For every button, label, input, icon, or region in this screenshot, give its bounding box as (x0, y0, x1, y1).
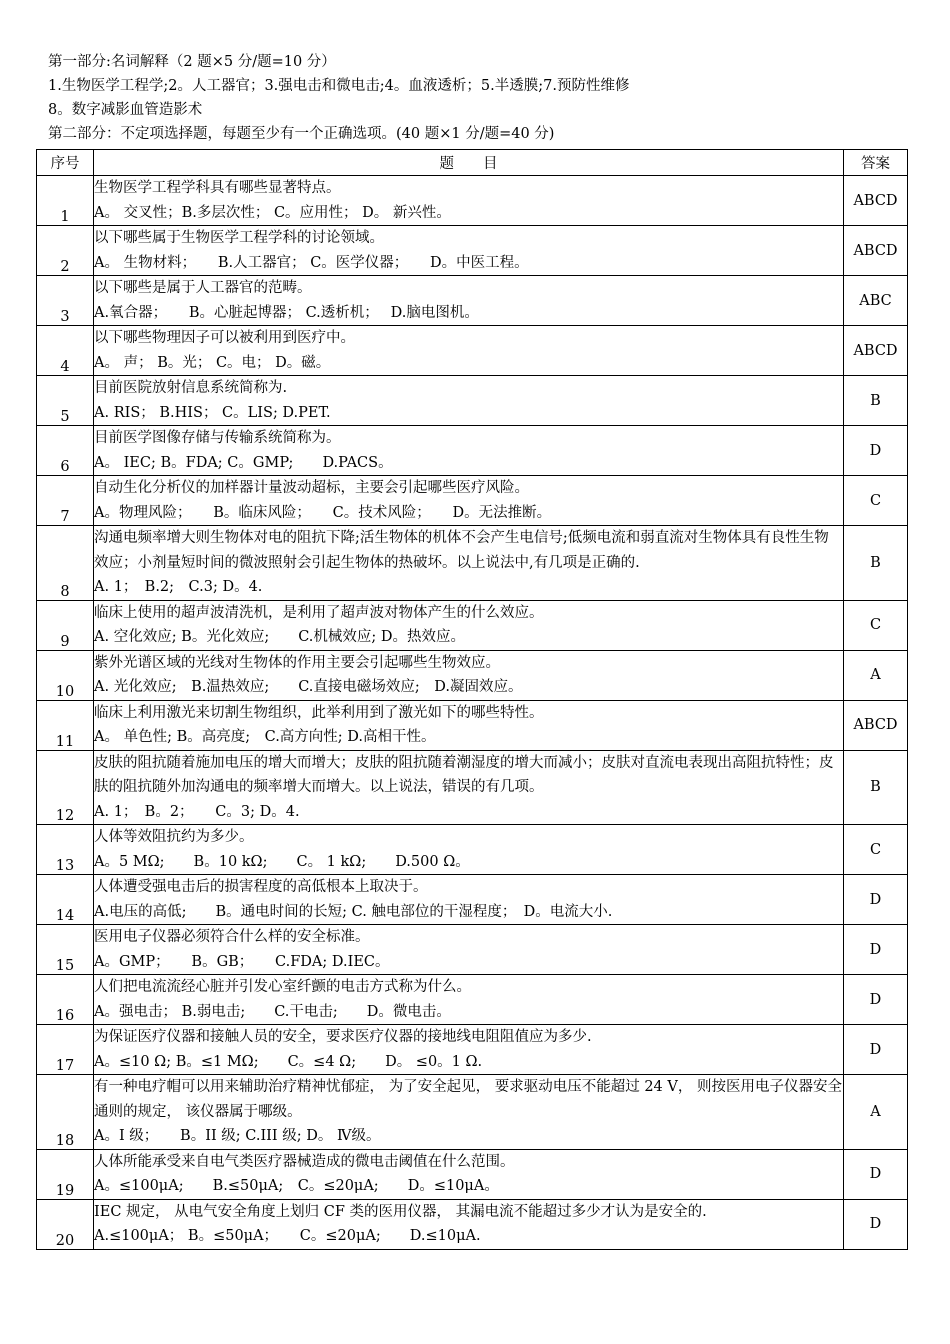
answer-cell: C (844, 825, 908, 875)
table-row (37, 600, 908, 650)
question-cell (94, 825, 844, 875)
question-options: A。 交叉性；B.多层次性； C。应用性； D。 新兴性。 (94, 204, 451, 221)
table-row (37, 326, 908, 376)
answer-cell: D (844, 875, 908, 925)
table-row (37, 875, 908, 925)
question-number: 2 (37, 226, 94, 276)
table-row (37, 825, 908, 875)
question-text: 生物医学工程学科具有哪些显著特点。 (94, 180, 341, 196)
question-cell (94, 1075, 844, 1150)
question-cell (94, 376, 844, 426)
question-cell (94, 650, 844, 700)
question-options: A.氧合器； B。心脏起博器； C.透析机； D.脑电图机。 (94, 304, 479, 321)
question-number: 8 (37, 526, 94, 601)
question-cell (94, 875, 844, 925)
question-cell (94, 925, 844, 975)
question-number: 15 (37, 925, 94, 975)
table-row (37, 376, 908, 426)
question-number: 6 (37, 426, 94, 476)
table-row (37, 1149, 908, 1199)
question-cell (94, 176, 844, 226)
answer-cell: C (844, 600, 908, 650)
question-text: 目前医学图像存储与传输系统简称为。 (94, 430, 341, 446)
question-text: 为保证医疗仪器和接触人员的安全，要求医疗仪器的接地线电阻阻值应为多少. (94, 1029, 592, 1045)
table-row (37, 1025, 908, 1075)
question-text: 紫外光谱区域的光线对生物体的作用主要会引起哪些生物效应。 (94, 654, 500, 671)
table-row (37, 526, 908, 601)
table-row (37, 650, 908, 700)
question-cell (94, 700, 844, 750)
question-options: A。 生物材料； B.人工器官； C。医学仪器； D。中医工程。 (94, 254, 529, 271)
header-question: 题 目 (94, 150, 844, 176)
question-number: 11 (37, 700, 94, 750)
part1-heading: 第一部分:名词解释（2 题×5 分/题=10 分） (48, 54, 336, 70)
answer-cell: D (844, 1149, 908, 1199)
question-number: 4 (37, 326, 94, 376)
question-text: 临床上利用激光来切割生物组织，此举利用到了激光如下的哪些特性。 (94, 704, 544, 721)
table-row (37, 276, 908, 326)
part1-terms: 1.生物医学工程学;2。人工器官；3.强电击和微电击;4。血液透析；5.半透膜;7.预防性维修 (48, 78, 630, 94)
question-text: 有一种电疗帽可以用来辅助治疗精神忧郁症， 为了安全起见， 要求驱动电压不能超过 24 V， 则按医用电子仪器安全通则的规定， 该仪器属于哪级。 (94, 1079, 842, 1120)
question-table (36, 149, 908, 1250)
table-header-row (37, 150, 908, 176)
answer-cell: C (844, 476, 908, 526)
table-row (37, 750, 908, 825)
header-answer: 答案 (844, 150, 908, 176)
question-text: 人体所能承受来自电气类医疗器械造成的微电击阈值在什么范围。 (94, 1153, 515, 1170)
question-number: 13 (37, 825, 94, 875)
question-options: A. 空化效应; B。光化效应; C.机械效应; D。热效应。 (94, 629, 466, 645)
question-cell (94, 226, 844, 276)
question-text: 沟通电频率增大则生物体对电的阻抗下降;活生物体的机体不会产生电信号;低频电流和弱直流对生物体具有良性生物效应；小剂量短时间的微波照射会引起生物体的热破坏。以上说法中,有几项是正确的. (94, 530, 829, 571)
question-text: 目前医院放射信息系统简称为. (94, 380, 288, 396)
question-options: A。≤10 Ω; B。≤1 MΩ; C。≤4 Ω; D。 ≤0。1 Ω. (94, 1053, 483, 1070)
question-options: A.电压的高低; B。通电时间的长短; C. 触电部位的干湿程度； D。电流大小. (94, 903, 613, 920)
question-options: A。物理风险； B。临床风险； C。技术风险； D。无法推断。 (94, 504, 552, 521)
question-cell (94, 750, 844, 825)
table-row (37, 476, 908, 526)
question-number: 3 (37, 276, 94, 326)
question-text: 人体遭受强电击后的损害程度的高低根本上取决于。 (94, 879, 428, 895)
question-options: A. RIS； B.HIS； C。LIS; D.PET. (94, 404, 331, 421)
table-row (37, 1199, 908, 1249)
question-cell (94, 426, 844, 476)
question-cell (94, 1149, 844, 1199)
question-cell (94, 1199, 844, 1249)
answer-cell: D (844, 1199, 908, 1249)
question-text: 自动生化分析仪的加样器计量波动超标，主要会引起哪些医疗风险。 (94, 480, 529, 496)
question-options: A。强电击； B.弱电击; C.干电击; D。微电击。 (94, 1003, 451, 1020)
question-options: A。GMP； B。GB； C.FDA; D.IEC。 (94, 953, 390, 970)
question-number: 17 (37, 1025, 94, 1075)
question-text: 皮肤的阻抗随着施加电压的增大而增大；皮肤的阻抗随着潮湿度的增大而减小；皮肤对直流电表现出高阻抗特性；皮肤的阻抗随外加沟通电的频率增大而增大。以上说法，错误的有几项。 (94, 754, 834, 795)
question-text: 以下哪些是属于人工器官的范畴。 (94, 280, 312, 296)
part1-terms-cont: 8。数字减影血管造影术 (48, 102, 203, 118)
question-cell (94, 326, 844, 376)
question-cell (94, 1025, 844, 1075)
question-text: 人们把电流流经心脏并引发心室纤颤的电击方式称为什么。 (94, 979, 471, 995)
question-number: 20 (37, 1199, 94, 1249)
question-text: 以下哪些属于生物医学工程学科的讨论领域。 (94, 230, 384, 246)
question-text: 医用电子仪器必须符合什么样的安全标准。 (94, 929, 370, 945)
answer-cell: ABCD (844, 326, 908, 376)
question-number: 9 (37, 600, 94, 650)
question-options: A。I 级； B。II 级; C.III 级; D。 Ⅳ级。 (94, 1128, 381, 1144)
question-text: 临床上使用的超声波清洗机，是利用了超声波对物体产生的什么效应。 (94, 604, 544, 621)
answer-cell: D (844, 925, 908, 975)
answer-cell: B (844, 376, 908, 426)
question-options: A. 1； B。2； C。3; D。4. (94, 803, 300, 820)
answer-cell: A (844, 650, 908, 700)
intro-section (48, 50, 918, 146)
table-row (37, 226, 908, 276)
question-number: 16 (37, 975, 94, 1025)
question-text: 以下哪些物理因子可以被利用到医疗中。 (94, 330, 355, 346)
table-row (37, 176, 908, 226)
question-options: A。 单色性; B。高亮度; C.高方向性; D.高相干性。 (94, 729, 436, 745)
question-number: 19 (37, 1149, 94, 1199)
question-number: 10 (37, 650, 94, 700)
question-text: IEC 规定， 从电气安全角度上划归 CF 类的医用仪器， 其漏电流不能超过多少才认为是安全的. (94, 1203, 707, 1220)
question-options: A。 IEC; B。FDA; C。GMP; D.PACS。 (94, 454, 393, 471)
table-row (37, 975, 908, 1025)
answer-cell: B (844, 526, 908, 601)
question-options: A.≤100μA； B。≤50μA； C。≤20μA; D.≤10μA. (94, 1228, 481, 1244)
table-row (37, 426, 908, 476)
part2-heading: 第二部分：不定项选择题，每题至少有一个正确选项。(40 题×1 分/题=40 分) (48, 126, 555, 142)
answer-cell: D (844, 426, 908, 476)
question-options: A. 光化效应; B.温热效应; C.直接电磁场效应; D.凝固效应。 (94, 679, 523, 695)
answer-cell: ABCD (844, 226, 908, 276)
question-number: 7 (37, 476, 94, 526)
question-options: A。≤100μA; B.≤50μA; C。≤20μA; D。≤10μA。 (94, 1178, 499, 1194)
question-cell (94, 476, 844, 526)
question-number: 14 (37, 875, 94, 925)
answer-cell: ABC (844, 276, 908, 326)
question-options: A. 1； B.2; C.3; D。4. (94, 579, 263, 595)
answer-cell: D (844, 1025, 908, 1075)
question-options: A。 声； B。光； C。电； D。磁。 (94, 354, 331, 371)
question-text: 人体等效阻抗约为多少。 (94, 829, 254, 845)
table-row (37, 1075, 908, 1150)
question-number: 18 (37, 1075, 94, 1150)
answer-cell: D (844, 975, 908, 1025)
question-number: 1 (37, 176, 94, 226)
question-cell (94, 276, 844, 326)
question-options: A。5 MΩ; B。10 kΩ; C。 1 kΩ; D.500 Ω。 (94, 853, 470, 870)
answer-cell: B (844, 750, 908, 825)
header-number: 序号 (37, 150, 94, 176)
table-row (37, 700, 908, 750)
question-cell (94, 975, 844, 1025)
answer-cell: ABCD (844, 176, 908, 226)
answer-cell: ABCD (844, 700, 908, 750)
question-number: 5 (37, 376, 94, 426)
question-rows (37, 176, 908, 1250)
question-number: 12 (37, 750, 94, 825)
table-row (37, 925, 908, 975)
question-cell (94, 526, 844, 601)
question-cell (94, 600, 844, 650)
answer-cell: A (844, 1075, 908, 1150)
